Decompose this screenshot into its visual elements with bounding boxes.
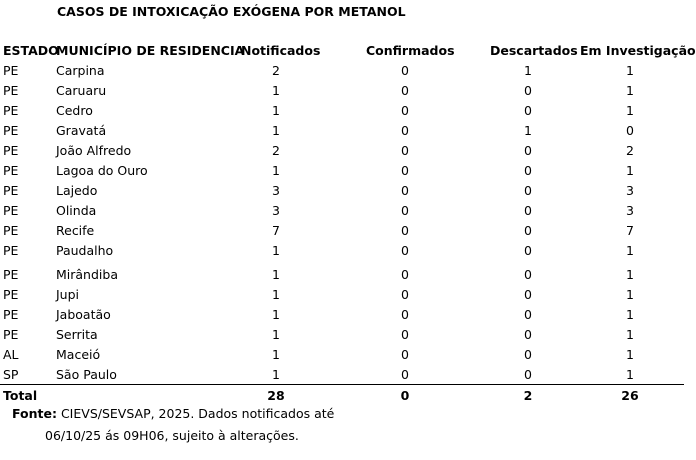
- cell-estado: PE: [3, 163, 19, 178]
- cell-estado: PE: [3, 287, 19, 302]
- table-row: [0, 325, 684, 345]
- cell-em-investigacao: 1: [626, 163, 634, 178]
- cell-estado: PE: [3, 143, 19, 158]
- total-notificados: 28: [267, 388, 285, 403]
- cell-municipio: Serrita: [56, 327, 98, 342]
- cell-descartados: 0: [524, 287, 532, 302]
- cell-descartados: 0: [524, 223, 532, 238]
- cell-descartados: 0: [524, 83, 532, 98]
- total-label: Total: [3, 388, 38, 403]
- total-confirmados: 0: [400, 388, 410, 403]
- source-line-1: CIEVS/SEVSAP, 2025. Dados notificados até: [56, 406, 335, 421]
- cell-em-investigacao: 1: [626, 243, 634, 258]
- cell-descartados: 0: [524, 367, 532, 382]
- cell-estado: PE: [3, 223, 19, 238]
- table-row: [0, 121, 684, 141]
- source-line-2: 06/10/25 ás 09H06, sujeito à alterações.: [45, 428, 299, 443]
- cell-municipio: Olinda: [56, 203, 97, 218]
- cell-descartados: 1: [524, 63, 532, 78]
- cell-descartados: 0: [524, 347, 532, 362]
- cell-municipio: Cedro: [56, 103, 93, 118]
- table-row: [0, 141, 684, 161]
- cell-descartados: 0: [524, 327, 532, 342]
- cell-descartados: 0: [524, 243, 532, 258]
- cell-descartados: 0: [524, 163, 532, 178]
- cell-confirmados: 0: [401, 327, 409, 342]
- cell-municipio: Jaboatão: [56, 307, 111, 322]
- table-row: [0, 101, 684, 121]
- cell-confirmados: 0: [401, 63, 409, 78]
- table-row: [0, 265, 684, 285]
- cell-notificados: 1: [272, 243, 280, 258]
- cell-municipio: Maceió: [56, 347, 101, 362]
- source-label: Fonte:: [12, 406, 57, 421]
- cell-municipio: Lajedo: [56, 183, 98, 198]
- cell-notificados: 1: [272, 287, 280, 302]
- table-row: [0, 61, 684, 81]
- source-note: [12, 406, 334, 421]
- cell-descartados: 0: [524, 183, 532, 198]
- cell-em-investigacao: 1: [626, 63, 634, 78]
- cell-em-investigacao: 1: [626, 83, 634, 98]
- cell-confirmados: 0: [401, 347, 409, 362]
- cell-notificados: 7: [272, 223, 280, 238]
- cell-estado: PE: [3, 327, 19, 342]
- header-descartados: Descartados: [490, 43, 578, 58]
- cell-municipio: Paudalho: [56, 243, 114, 258]
- cell-municipio: João Alfredo: [56, 143, 132, 158]
- cell-estado: PE: [3, 103, 19, 118]
- total-descartados: 2: [523, 388, 533, 403]
- total-em-investigacao: 26: [621, 388, 639, 403]
- cell-notificados: 1: [272, 123, 280, 138]
- cell-em-investigacao: 1: [626, 347, 634, 362]
- cell-municipio: Recife: [56, 223, 95, 238]
- cell-municipio: Caruaru: [56, 83, 107, 98]
- table-row: [0, 221, 684, 241]
- cell-confirmados: 0: [401, 163, 409, 178]
- cell-estado: PE: [3, 183, 19, 198]
- cell-em-investigacao: 1: [626, 287, 634, 302]
- cell-estado: PE: [3, 83, 19, 98]
- cell-em-investigacao: 1: [626, 103, 634, 118]
- cell-em-investigacao: 1: [626, 267, 634, 282]
- header-notificados: Notificados: [241, 43, 321, 58]
- cell-confirmados: 0: [401, 243, 409, 258]
- table-row: [0, 305, 684, 325]
- cell-notificados: 2: [272, 143, 280, 158]
- cell-notificados: 3: [272, 183, 280, 198]
- cell-descartados: 0: [524, 203, 532, 218]
- cell-estado: AL: [3, 347, 19, 362]
- cell-descartados: 0: [524, 103, 532, 118]
- table-row: [0, 345, 684, 365]
- cell-confirmados: 0: [401, 143, 409, 158]
- cell-em-investigacao: 3: [626, 183, 634, 198]
- cell-confirmados: 0: [401, 267, 409, 282]
- table-row: [0, 365, 684, 385]
- cell-em-investigacao: 1: [626, 367, 634, 382]
- cell-estado: PE: [3, 307, 19, 322]
- cell-municipio: Carpina: [56, 63, 105, 78]
- table-row: [0, 241, 684, 261]
- cell-notificados: 1: [272, 267, 280, 282]
- table-row: [0, 161, 684, 181]
- cell-estado: SP: [3, 367, 19, 382]
- cell-confirmados: 0: [401, 103, 409, 118]
- cell-confirmados: 0: [401, 183, 409, 198]
- cell-confirmados: 0: [401, 83, 409, 98]
- cell-municipio: São Paulo: [56, 367, 117, 382]
- cell-notificados: 1: [272, 347, 280, 362]
- cell-municipio: Mirândiba: [56, 267, 118, 282]
- header-em-investigacao: Em Investigação: [580, 43, 696, 58]
- cell-notificados: 1: [272, 307, 280, 322]
- cell-descartados: 1: [524, 123, 532, 138]
- table-row: [0, 201, 684, 221]
- cell-em-investigacao: 1: [626, 307, 634, 322]
- cell-notificados: 1: [272, 83, 280, 98]
- cell-estado: PE: [3, 63, 19, 78]
- cell-em-investigacao: 1: [626, 327, 634, 342]
- header-municipio: MUNICÍPIO DE RESIDENCIA: [56, 43, 245, 58]
- cell-estado: PE: [3, 123, 19, 138]
- cell-confirmados: 0: [401, 203, 409, 218]
- header-estado: ESTADO: [3, 43, 59, 58]
- table-row: [0, 81, 684, 101]
- total-divider: [0, 384, 684, 385]
- cell-em-investigacao: 7: [626, 223, 634, 238]
- cell-descartados: 0: [524, 307, 532, 322]
- cell-estado: PE: [3, 203, 19, 218]
- cell-descartados: 0: [524, 267, 532, 282]
- cell-estado: PE: [3, 267, 19, 282]
- cell-municipio: Jupi: [56, 287, 80, 302]
- cell-notificados: 1: [272, 163, 280, 178]
- table-title: CASOS DE INTOXICAÇÃO EXÓGENA POR METANOL: [57, 4, 406, 19]
- cell-municipio: Lagoa do Ouro: [56, 163, 148, 178]
- total-row: [0, 386, 684, 406]
- cell-confirmados: 0: [401, 287, 409, 302]
- header-confirmados: Confirmados: [366, 43, 455, 58]
- cell-em-investigacao: 0: [626, 123, 634, 138]
- cell-confirmados: 0: [401, 123, 409, 138]
- table-row: [0, 285, 684, 305]
- cell-confirmados: 0: [401, 307, 409, 322]
- cell-confirmados: 0: [401, 367, 409, 382]
- cell-municipio: Gravatá: [56, 123, 107, 138]
- cell-notificados: 2: [272, 63, 280, 78]
- cell-descartados: 0: [524, 143, 532, 158]
- cell-notificados: 1: [272, 103, 280, 118]
- cell-em-investigacao: 2: [626, 143, 634, 158]
- cell-notificados: 1: [272, 327, 280, 342]
- table-row: [0, 181, 684, 201]
- cell-notificados: 3: [272, 203, 280, 218]
- cell-confirmados: 0: [401, 223, 409, 238]
- cell-em-investigacao: 3: [626, 203, 634, 218]
- cell-estado: PE: [3, 243, 19, 258]
- cell-notificados: 1: [272, 367, 280, 382]
